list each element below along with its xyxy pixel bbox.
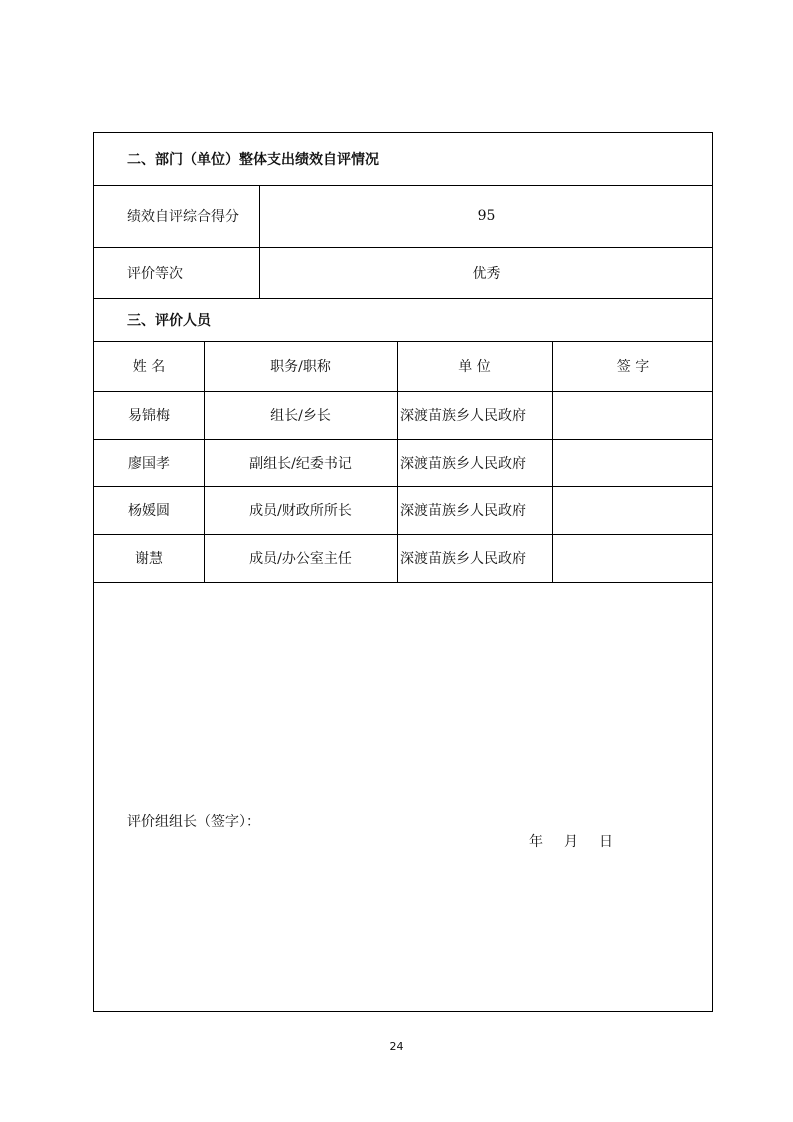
member-title: 成员/办公室主任 — [249, 551, 352, 567]
member-name: 杨媛圆 — [128, 503, 170, 519]
score-value: 95 — [477, 208, 496, 224]
member-name: 谢慧 — [135, 551, 163, 567]
header-title: 职务/职称 — [270, 359, 331, 375]
member-title: 副组长/纪委书记 — [249, 455, 352, 472]
leader-signature-label: 评价组组长（签字）： — [127, 814, 260, 830]
score-label: 绩效自评综合得分 — [127, 209, 239, 225]
date-day: 日 — [599, 834, 613, 850]
member-signature[interactable] — [552, 534, 714, 582]
member-signature[interactable] — [552, 391, 714, 439]
header-unit: 单 位 — [458, 359, 491, 375]
date-year: 年 — [529, 834, 543, 850]
member-unit: 深渡苗族乡人民政府 — [400, 408, 526, 424]
row-divider — [94, 582, 712, 583]
member-signature[interactable] — [552, 486, 714, 534]
section3-title: 三、评价人员 — [127, 312, 211, 329]
member-name: 易锦梅 — [128, 408, 170, 424]
header-name: 姓 名 — [132, 359, 166, 375]
member-title: 成员/财政所所长 — [249, 503, 352, 519]
section2-title: 二、部门（单位）整体支出绩效自评情况 — [127, 152, 379, 168]
member-unit: 深渡苗族乡人民政府 — [400, 455, 526, 472]
grade-label: 评价等次 — [127, 265, 183, 282]
page-number: 24 — [389, 1040, 404, 1053]
member-unit: 深渡苗族乡人民政府 — [400, 551, 526, 567]
grade-value: 优秀 — [472, 265, 501, 282]
member-signature[interactable] — [552, 439, 714, 486]
member-name: 廖国孝 — [128, 455, 170, 472]
date-month: 月 — [564, 834, 578, 850]
member-title: 组长/乡长 — [270, 408, 331, 424]
member-unit: 深渡苗族乡人民政府 — [400, 503, 526, 519]
evaluation-form-table — [93, 132, 713, 1012]
header-sign: 签 字 — [616, 359, 650, 375]
